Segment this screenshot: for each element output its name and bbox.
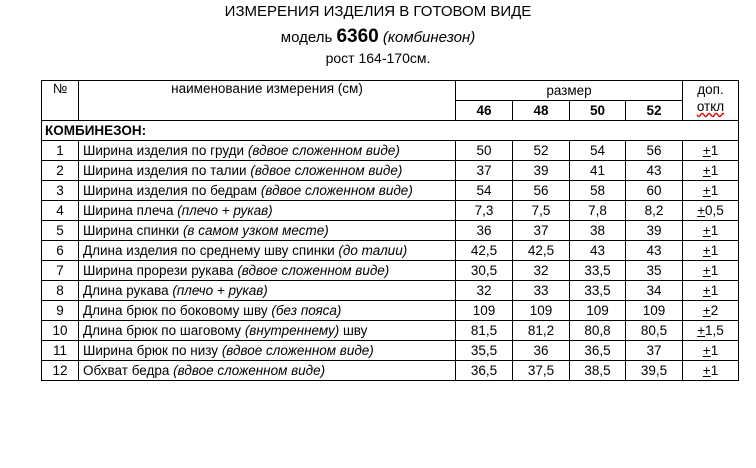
measurement-label: Ширина изделия по бедрам (83, 183, 261, 198)
measurement-note: (вдвое сложенном виде) (247, 143, 400, 158)
size-group-header: размер (456, 81, 683, 101)
table-row (42, 161, 739, 181)
size-value: 35,5 (456, 341, 513, 361)
tolerance-value (683, 261, 739, 281)
measurement-name (79, 201, 456, 221)
row-number: 10 (42, 321, 79, 341)
model-type: (комбинезон) (382, 29, 476, 46)
measurement-label: Ширина брюк по низу (83, 343, 222, 358)
measurement-name (79, 341, 456, 361)
measurement-name (79, 221, 456, 241)
size-value: 37,5 (513, 361, 570, 381)
row-number: 8 (42, 281, 79, 301)
measurement-label: Ширина изделия по груди (83, 143, 248, 158)
table-row (42, 141, 739, 161)
measurement-label: Ширина плеча (83, 203, 178, 218)
measurement-name (79, 261, 456, 281)
size-value: 54 (456, 181, 513, 201)
table-row (42, 181, 739, 201)
table-row (42, 301, 739, 321)
size-value: 60 (626, 181, 683, 201)
size-header-46: 46 (456, 101, 513, 121)
size-value: 109 (626, 301, 683, 321)
measurement-note: (до талии) (338, 243, 408, 258)
size-value: 37 (456, 161, 513, 181)
measurement-note: (вдвое сложенном виде) (260, 183, 413, 198)
tolerance-amount: 1 (710, 163, 719, 178)
measurement-label: Ширина изделия по талии (83, 163, 251, 178)
number-column-header: № (42, 81, 79, 121)
measurement-note: (вдвое сложенном виде) (250, 163, 403, 178)
name-column-header: наименование измерения (см) (79, 81, 456, 121)
size-value: 36,5 (570, 341, 626, 361)
size-value: 56 (513, 181, 570, 201)
size-value: 52 (513, 141, 570, 161)
measurement-note: (внутреннему) (244, 323, 340, 338)
tolerance-value (683, 301, 739, 321)
size-value: 43 (570, 241, 626, 261)
row-number: 7 (42, 261, 79, 281)
plus-minus-sign: + (702, 343, 711, 358)
size-value: 7,3 (456, 201, 513, 221)
tolerance-header-line2: откл (696, 99, 725, 114)
plus-minus-sign: + (702, 283, 711, 298)
measurement-note: (вдвое сложенном виде) (221, 343, 374, 358)
size-value: 32 (513, 261, 570, 281)
measurement-name (79, 241, 456, 261)
size-value: 33,5 (570, 261, 626, 281)
measurements-table (41, 80, 739, 381)
size-value: 38,5 (570, 361, 626, 381)
tolerance-amount: 1 (710, 223, 719, 238)
measurement-label: Длина брюк по боковому шву (83, 303, 272, 318)
row-number: 1 (42, 141, 79, 161)
plus-minus-sign: + (697, 203, 706, 218)
size-value: 38 (570, 221, 626, 241)
measurement-note: (плечо + рукав) (172, 283, 268, 298)
size-value: 80,5 (626, 321, 683, 341)
table-row (42, 241, 739, 261)
section-row (42, 121, 739, 141)
measurement-name (79, 141, 456, 161)
measurement-name (79, 301, 456, 321)
height-range: рост 164-170см. (325, 50, 431, 66)
table-row (42, 221, 739, 241)
plus-minus-sign: + (702, 303, 711, 318)
tolerance-amount: 1 (710, 143, 719, 158)
size-value: 43 (626, 241, 683, 261)
tolerance-header-line1: доп. (697, 82, 724, 97)
size-value: 81,5 (456, 321, 513, 341)
size-value: 36 (456, 221, 513, 241)
plus-minus-sign: + (702, 163, 711, 178)
row-number: 6 (42, 241, 79, 261)
tolerance-value (683, 161, 739, 181)
size-value: 81,2 (513, 321, 570, 341)
size-value: 109 (513, 301, 570, 321)
plus-minus-sign: + (702, 263, 711, 278)
size-value: 37 (513, 221, 570, 241)
tolerance-amount: 1 (710, 283, 719, 298)
table-row (42, 361, 739, 381)
table-row (42, 341, 739, 361)
row-number: 4 (42, 201, 79, 221)
plus-minus-sign: + (702, 363, 711, 378)
measurement-note: (в самом узком месте) (182, 223, 329, 238)
tolerance-value (683, 281, 739, 301)
tolerance-amount: 1 (710, 183, 719, 198)
tolerance-amount: 1 (710, 263, 719, 278)
size-value: 54 (570, 141, 626, 161)
size-header-48: 48 (513, 101, 570, 121)
model-number: 6360 (336, 26, 379, 47)
size-value: 41 (570, 161, 626, 181)
tolerance-amount: 1 (710, 243, 719, 258)
size-header-52: 52 (626, 101, 683, 121)
plus-minus-sign: + (702, 143, 711, 158)
measurement-label: Длина брюк по шаговому (83, 323, 245, 338)
row-number: 9 (42, 301, 79, 321)
size-value: 36,5 (456, 361, 513, 381)
tolerance-value (683, 241, 739, 261)
measurement-label: Длина рукава (83, 283, 173, 298)
row-number: 11 (42, 341, 79, 361)
size-value: 35 (626, 261, 683, 281)
measurement-label: Длина изделия по среднему шву спинки (83, 243, 339, 258)
measurement-label: Ширина прорези рукава (83, 263, 238, 278)
size-value: 36 (513, 341, 570, 361)
tolerance-amount: 2 (710, 303, 719, 318)
size-value: 109 (456, 301, 513, 321)
size-value: 42,5 (456, 241, 513, 261)
row-number: 3 (42, 181, 79, 201)
size-value: 7,5 (513, 201, 570, 221)
table-row (42, 261, 739, 281)
measurement-label-tail: шву (339, 323, 368, 338)
size-value: 109 (570, 301, 626, 321)
size-value: 43 (626, 161, 683, 181)
tolerance-value (683, 141, 739, 161)
size-value: 34 (626, 281, 683, 301)
measurement-note: (вдвое сложенном виде) (237, 263, 390, 278)
measurement-name (79, 321, 456, 341)
tolerance-value (683, 361, 739, 381)
measurement-note: (вдвое сложенном виде) (173, 363, 326, 378)
plus-minus-sign: + (702, 243, 711, 258)
size-value: 56 (626, 141, 683, 161)
measurement-name (79, 181, 456, 201)
size-value: 7,8 (570, 201, 626, 221)
plus-minus-sign: + (702, 223, 711, 238)
model-prefix: модель (280, 29, 333, 46)
size-value: 33 (513, 281, 570, 301)
tolerance-value (683, 201, 739, 221)
row-number: 2 (42, 161, 79, 181)
size-value: 30,5 (456, 261, 513, 281)
size-value: 42,5 (513, 241, 570, 261)
tolerance-value (683, 221, 739, 241)
size-value: 39 (626, 221, 683, 241)
tolerance-amount: 1 (710, 343, 719, 358)
measurement-name (79, 281, 456, 301)
size-value: 8,2 (626, 201, 683, 221)
size-value: 58 (570, 181, 626, 201)
plus-minus-sign: + (697, 323, 706, 338)
measurement-name (79, 161, 456, 181)
size-header-50: 50 (570, 101, 626, 121)
table-row (42, 321, 739, 341)
size-value: 50 (456, 141, 513, 161)
tolerance-amount: 1,5 (705, 323, 724, 338)
tolerance-value (683, 341, 739, 361)
size-value: 80,8 (570, 321, 626, 341)
size-value: 32 (456, 281, 513, 301)
tolerance-amount: 0,5 (705, 203, 724, 218)
model-line (0, 26, 756, 48)
row-number: 12 (42, 361, 79, 381)
row-number: 5 (42, 221, 79, 241)
measurement-label: Обхват бедра (83, 363, 174, 378)
table-row (42, 281, 739, 301)
tolerance-column-header (683, 81, 739, 121)
size-value: 37 (626, 341, 683, 361)
measurement-label: Ширина спинки (83, 223, 183, 238)
tolerance-value (683, 321, 739, 341)
measurement-note: (плечо + рукав) (177, 203, 273, 218)
tolerance-value (683, 181, 739, 201)
header-row (42, 81, 739, 101)
size-value: 39,5 (626, 361, 683, 381)
size-value: 39 (513, 161, 570, 181)
document-title: ИЗМЕРЕНИЯ ИЗДЕЛИЯ В ГОТОВОМ ВИДЕ (224, 3, 532, 20)
measurement-name (79, 361, 456, 381)
size-value: 33,5 (570, 281, 626, 301)
table-row (42, 201, 739, 221)
section-title: КОМБИНЕЗОН: (42, 121, 739, 141)
measurement-note: (без пояса) (271, 303, 342, 318)
tolerance-amount: 1 (710, 363, 719, 378)
plus-minus-sign: + (702, 183, 711, 198)
